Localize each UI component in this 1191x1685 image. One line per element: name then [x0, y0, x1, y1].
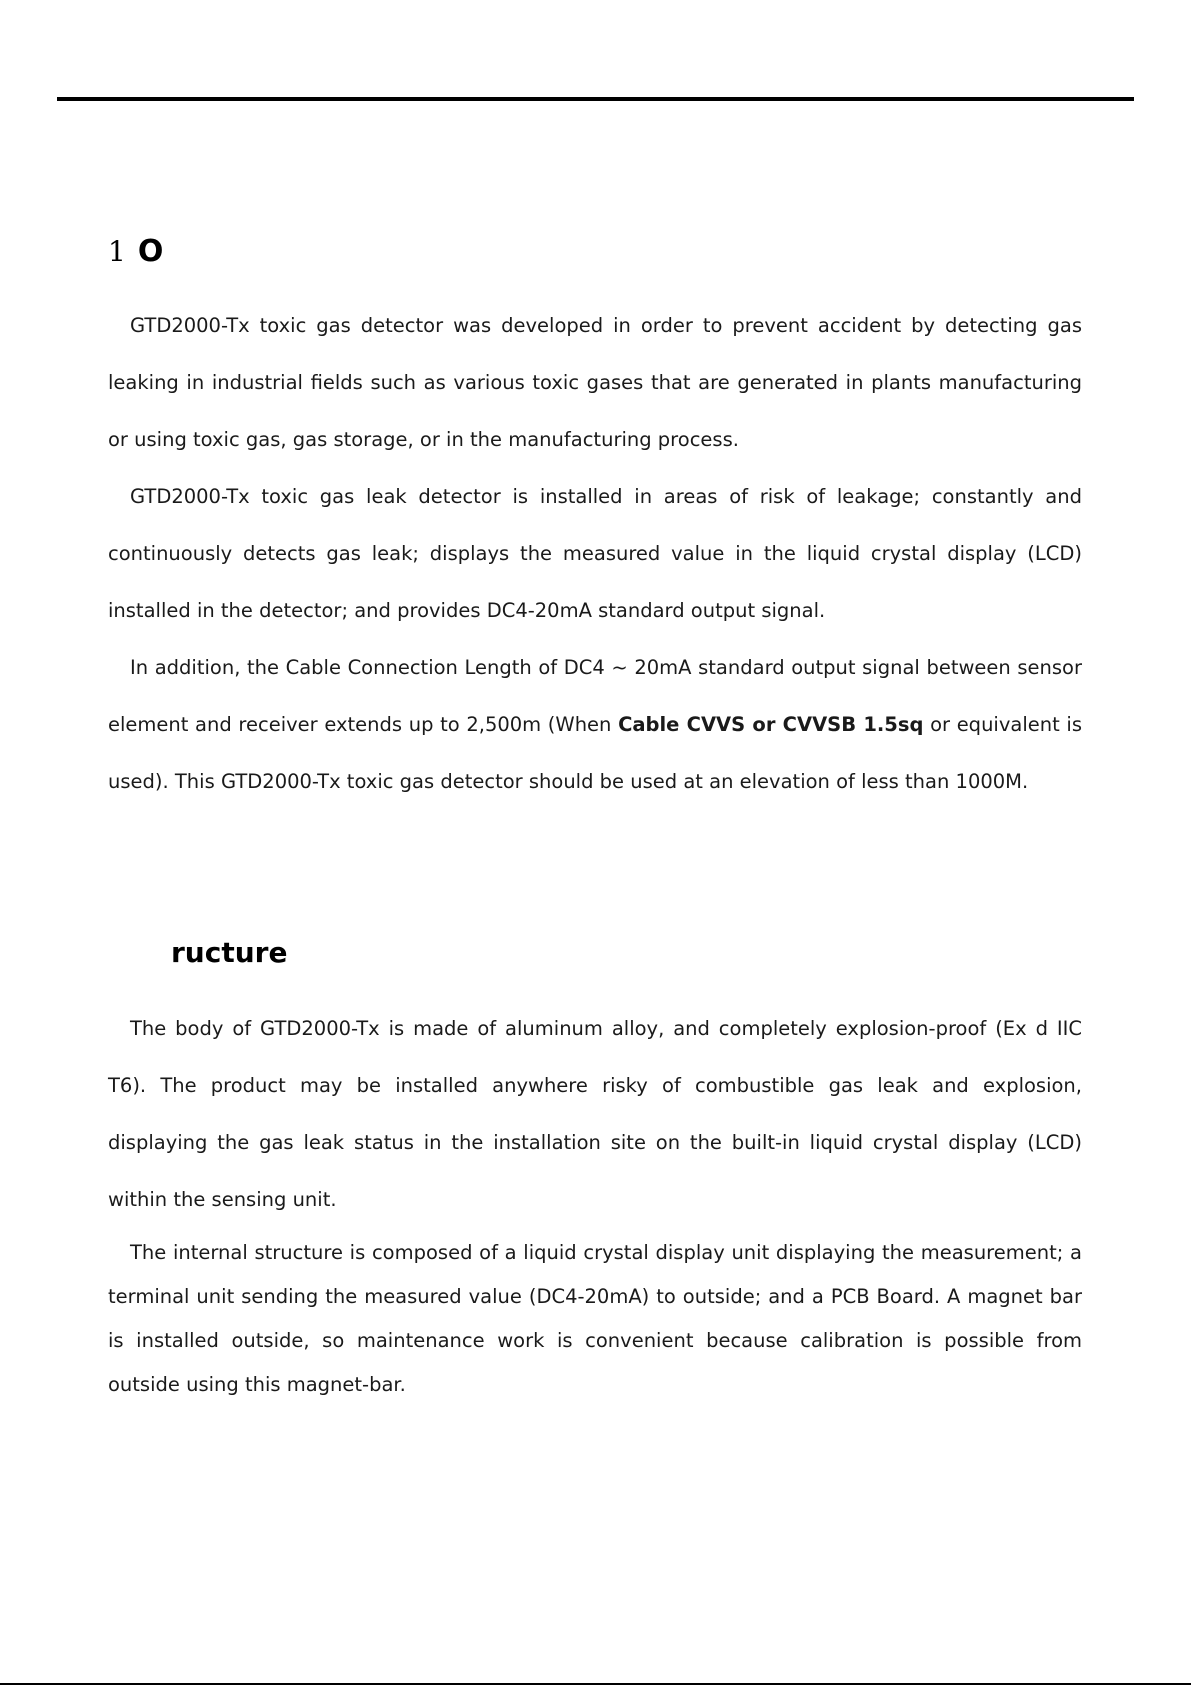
section-2-paragraph-1: The body of GTD2000-Tx is made of aluminum alloy, and completely explosion-proof (Ex d IIC T6). The product may be installed anywhere risky of combustible gas leak and explosion, displaying the gas leak status in the installation site on the built-in liquid crystal display (LCD) within the sensing unit. — [108, 1017, 1082, 1211]
section-1-heading — [108, 232, 163, 272]
section-1-paragraph-3 — [108, 639, 1082, 810]
paragraph-3-text-start: In addition, the Cable Connection Length of DC4 ~ 20mA standard output signal between sensor element and receiver extends up to 2,500m (When — [108, 656, 1082, 736]
paragraph-3-text-end: or equivalent is used). This GTD2000-Tx toxic gas detector should be used at an elevation of less than 1000M. — [108, 713, 1082, 793]
section-1-title: O — [137, 234, 164, 269]
header-rule — [57, 97, 1134, 101]
section-2-heading: ructure — [171, 936, 288, 969]
cable-spec-bold: Cable CVVS or CVVSB 1.5sq — [618, 713, 924, 736]
section-1-paragraph-2: GTD2000-Tx toxic gas leak detector is installed in areas of risk of leakage; constantly and continuously detects gas leak; displays the measured value in the liquid crystal display (LCD) installed in the detector; and provides DC4-20mA standard output signal. — [108, 485, 1082, 622]
section-1-paragraph-1: GTD2000-Tx toxic gas detector was developed in order to prevent accident by detecting gas leaking in industrial fields such as various toxic gases that are generated in plants manufacturing or using toxic gas, gas storage, or in the manufacturing process. — [108, 314, 1082, 451]
section-2-paragraph-2: The internal structure is composed of a liquid crystal display unit displaying the measurement; a terminal unit sending the measured value (DC4-20mA) to outside; and a PCB Board. A magnet bar is installed outside, so maintenance work is convenient because calibration is possible from outside using this magnet-bar. — [108, 1241, 1082, 1396]
section-1-number: 1 — [108, 235, 126, 268]
